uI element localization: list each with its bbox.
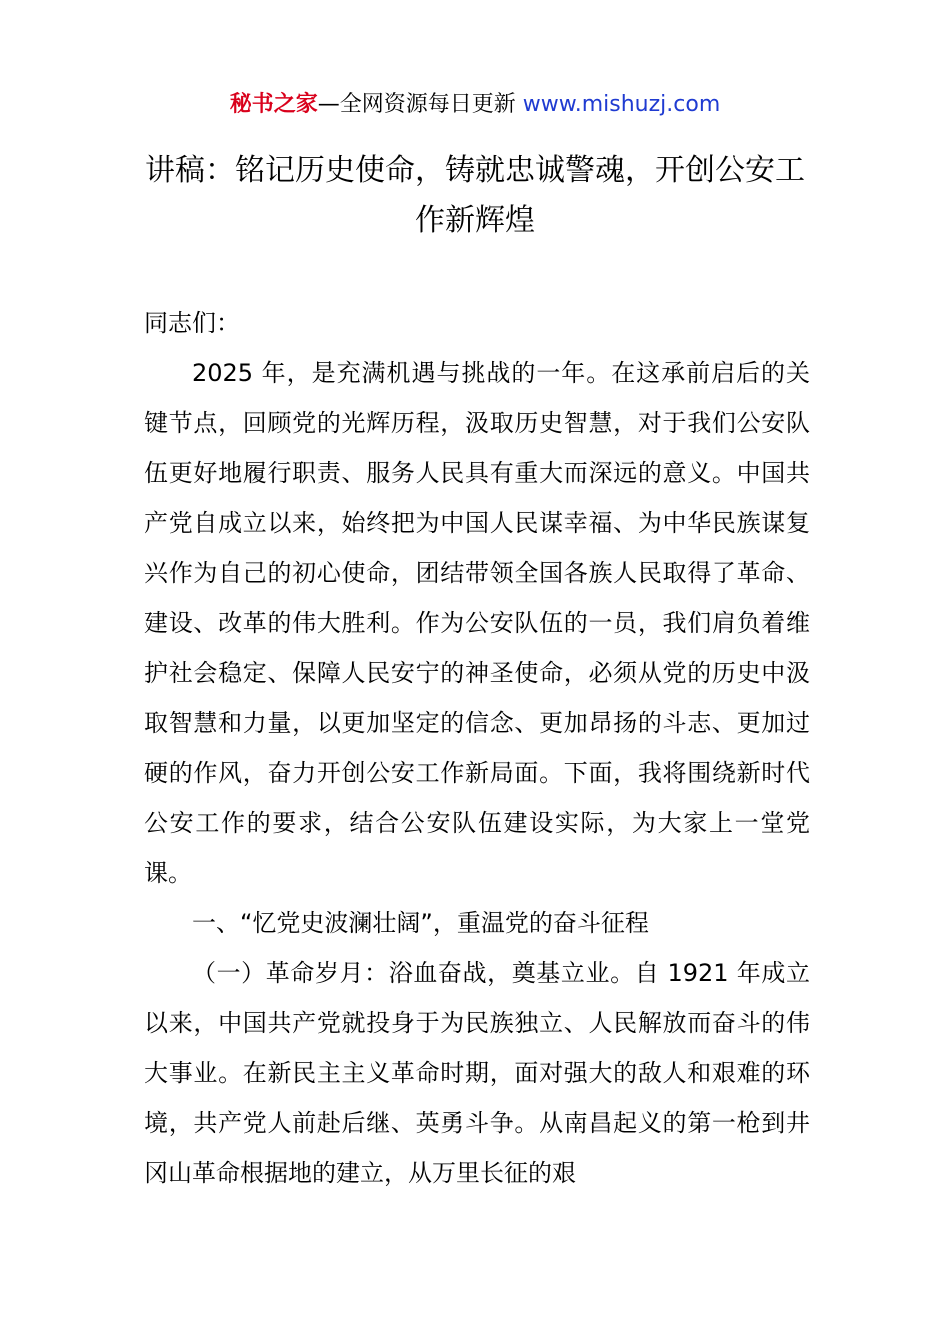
site-url-link[interactable]: www.mishuzj.com — [522, 92, 721, 117]
subsection-label: （一）革命岁月：浴血奋战，奠基立业。 — [192, 959, 635, 987]
salutation: 同志们： — [144, 309, 240, 337]
header-tagline: 全网资源每日更新 — [339, 92, 516, 117]
subsection-paragraph-1 — [144, 948, 810, 1198]
brand-name: 秘书之家 — [229, 92, 318, 117]
subsection-text: 自 1921 年成立以来，中国共产党就投身于为民族独立、人民解放而奋斗的伟大事业。在新民主主义革命时期，面对强大的敌人和艰难的环境，共产党人前赴后继、英勇斗争。从南昌起义的第一枪到井冈山革命根据地的建立，从万里长征的艰 — [144, 959, 810, 1187]
document-body — [144, 298, 810, 1198]
intro-paragraph: 2025 年，是充满机遇与挑战的一年。在这承前启后的关键节点，回顾党的光辉历程，汲取历史智慧，对于我们公安队伍更好地履行职责、服务人民具有重大而深远的意义。中国共产党自成立以来，始终把为中国人民谋幸福、为中华民族谋复兴作为自己的初心使命，团结带领全国各族人民取得了革命、建设、改革的伟大胜利。作为公安队伍的一员，我们肩负着维护社会稳定、保障人民安宁的神圣使命，必须从党的历史中汲取智慧和力量，以更加坚定的信念、更加昂扬的斗志、更加过硬的作风，奋力开创公安工作新局面。下面，我将围绕新时代公安工作的要求，结合公安队伍建设实际，为大家上一堂党课。 — [144, 359, 810, 887]
document-title: 讲稿：铭记历史使命，铸就忠诚警魂，开创公安工作新辉煌 — [145, 153, 805, 238]
site-header — [0, 86, 950, 124]
header-dash: — — [317, 92, 340, 117]
section-heading-1: 一、“忆党史波澜壮阔”，重温党的奋斗征程 — [192, 909, 649, 937]
